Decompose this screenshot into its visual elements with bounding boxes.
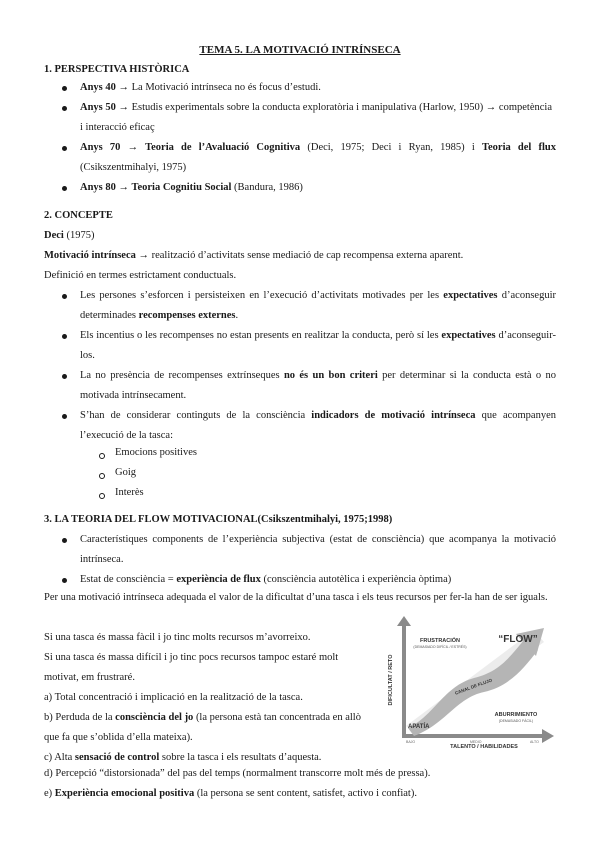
bullet-dot	[62, 538, 67, 543]
y-axis-label: DIFICULTAT / RETO	[388, 654, 394, 706]
boredom-label: ABURRIMIENTO	[494, 712, 538, 718]
definition-line: Motivació intrínseca → realització d’activitats sense mediació de cap recompensa externa aparent.	[44, 250, 464, 261]
x-axis-arrowhead	[542, 729, 554, 743]
s1-bullet-2: Anys 50 → Estudis experimentals sobre la conducta exploratòria i manipulativa (Harlow, 1950) → competència i interacció eficaç	[80, 102, 552, 133]
author-citation: Deci (1975)	[44, 230, 95, 241]
apathy-label: APATÍA	[408, 724, 430, 730]
y-axis-arrowhead	[397, 616, 411, 626]
frustration-sublabel: (DEMASIADO DIFÍCIL / ESTRÉS)	[413, 645, 467, 649]
flow-diagram-svg	[384, 616, 556, 750]
paragraph-frustration: Si una tasca és massa difícil i jo tinc pocs recursos tampoc estaré molt motivat, em frustraré.	[44, 652, 339, 683]
bullet-dot	[62, 186, 67, 191]
canal-label: CANAL DE FLUJO	[454, 677, 493, 696]
s2-bullet-3: La no presència de recompenses extrínseques no és un bon criteri per determinar si la conducta està o no motivada intrínsecament.	[80, 370, 557, 401]
sub-item: Emocions positives	[115, 447, 197, 458]
paragraph-boredom: Si una tasca és massa fàcil i jo tinc molts recursos m’avorreixo.	[44, 632, 311, 643]
s2-bullet-2: Els incentius o les recompenses no estan presents en realitzar la conducta, però sí les expectatives d’aconseguir-los.	[80, 330, 557, 361]
item-e: e) Experiència emocional positiva (la persona se sent content, satisfet, activo i confiat).	[44, 788, 417, 799]
bullet-dot	[62, 294, 67, 299]
bullet-dot	[62, 106, 67, 111]
s1-bullet-1: Anys 40 → La Motivació intrínseca no és focus d’estudi.	[80, 82, 321, 93]
section-3-heading: 3. LA TEORIA DEL FLOW MOTIVACIONAL(Csikszentmihalyi, 1975;1998)	[44, 514, 393, 525]
x-axis-label: TALENTO / HABILIDADES	[450, 744, 518, 750]
sub-item: Interès	[115, 487, 144, 498]
sub-bullet-ring	[99, 473, 105, 479]
item-b: b) Perduda de la consciència del jo (la persona està tan concentrada en allò que fa que s’oblida d’ella mateixa).	[44, 712, 361, 743]
bullet-dot	[62, 86, 67, 91]
bullet-dot	[62, 374, 67, 379]
section-1-heading: 1. PERSPECTIVA HISTÒRICA	[44, 64, 190, 75]
s1-bullet-4: Anys 80 → Teoria Cognitiu Social (Bandura, 1986)	[80, 182, 303, 193]
frustration-label: FRUSTRACIÓN	[419, 638, 461, 644]
sub-bullet-ring	[99, 453, 105, 459]
tick-alto: ALTO	[530, 740, 539, 744]
bullet-dot	[62, 578, 67, 583]
boredom-sublabel: (DEMASIADO FÁCIL)	[498, 719, 534, 723]
item-a: a) Total concentració i implicació en la realització de la tasca.	[44, 692, 303, 703]
tick-medio: MEDIO	[470, 740, 482, 744]
s1-bullet-3: Anys 70 → Teoria de l’Avaluació Cognitiva (Deci, 1975; Deci i Ryan, 1985) i Teoria del flux (Csikszentmihalyi, 1975)	[80, 142, 556, 173]
item-c: c) Alta sensació de control sobre la tasca i els resultats d’aquesta.	[44, 752, 322, 763]
s3-bullet-2: Estat de consciència = experiència de flux (consciència autotèlica i experiència òptima)	[80, 574, 452, 585]
bullet-dot	[62, 414, 67, 419]
flow-diagram	[384, 616, 556, 750]
bullet-dot	[62, 334, 67, 339]
definition-note: Definició en termes estrictament conductuals.	[44, 270, 237, 281]
section-2-heading: 2. CONCEPTE	[44, 210, 113, 221]
s2-bullet-4: S’han de considerar continguts de la consciència indicadors de motivació intrínseca que acompanyen l’execució de la tasca:	[80, 410, 557, 441]
page-title: TEMA 5. LA MOTIVACIÓ INTRÍNSECA	[199, 44, 401, 56]
paragraph-balance: Per una motivació intrínseca adequada el valor de la dificultat d’una tasca i els teus recursos per fer-la han de ser iguals.	[44, 592, 548, 603]
s2-bullet-1: Les persones s’esforcen i persisteixen en l’execució d’activitats motivades per les expectatives d’aconseguir determinades recompenses externes.	[80, 290, 556, 321]
sub-bullet-ring	[99, 493, 105, 499]
s3-bullet-1: Característiques components de l’experiència subjectiva (estat de consciència) que acompanya la motivació intrínseca.	[80, 534, 556, 565]
bullet-dot	[62, 146, 67, 151]
flow-label: “FLOW”	[498, 634, 538, 645]
sub-item: Goig	[115, 467, 136, 478]
tick-bajo: BAJO	[406, 740, 416, 744]
item-d: d) Percepció “distorsionada” del pas del temps (normalment transcorre molt més de pressa).	[44, 768, 431, 779]
